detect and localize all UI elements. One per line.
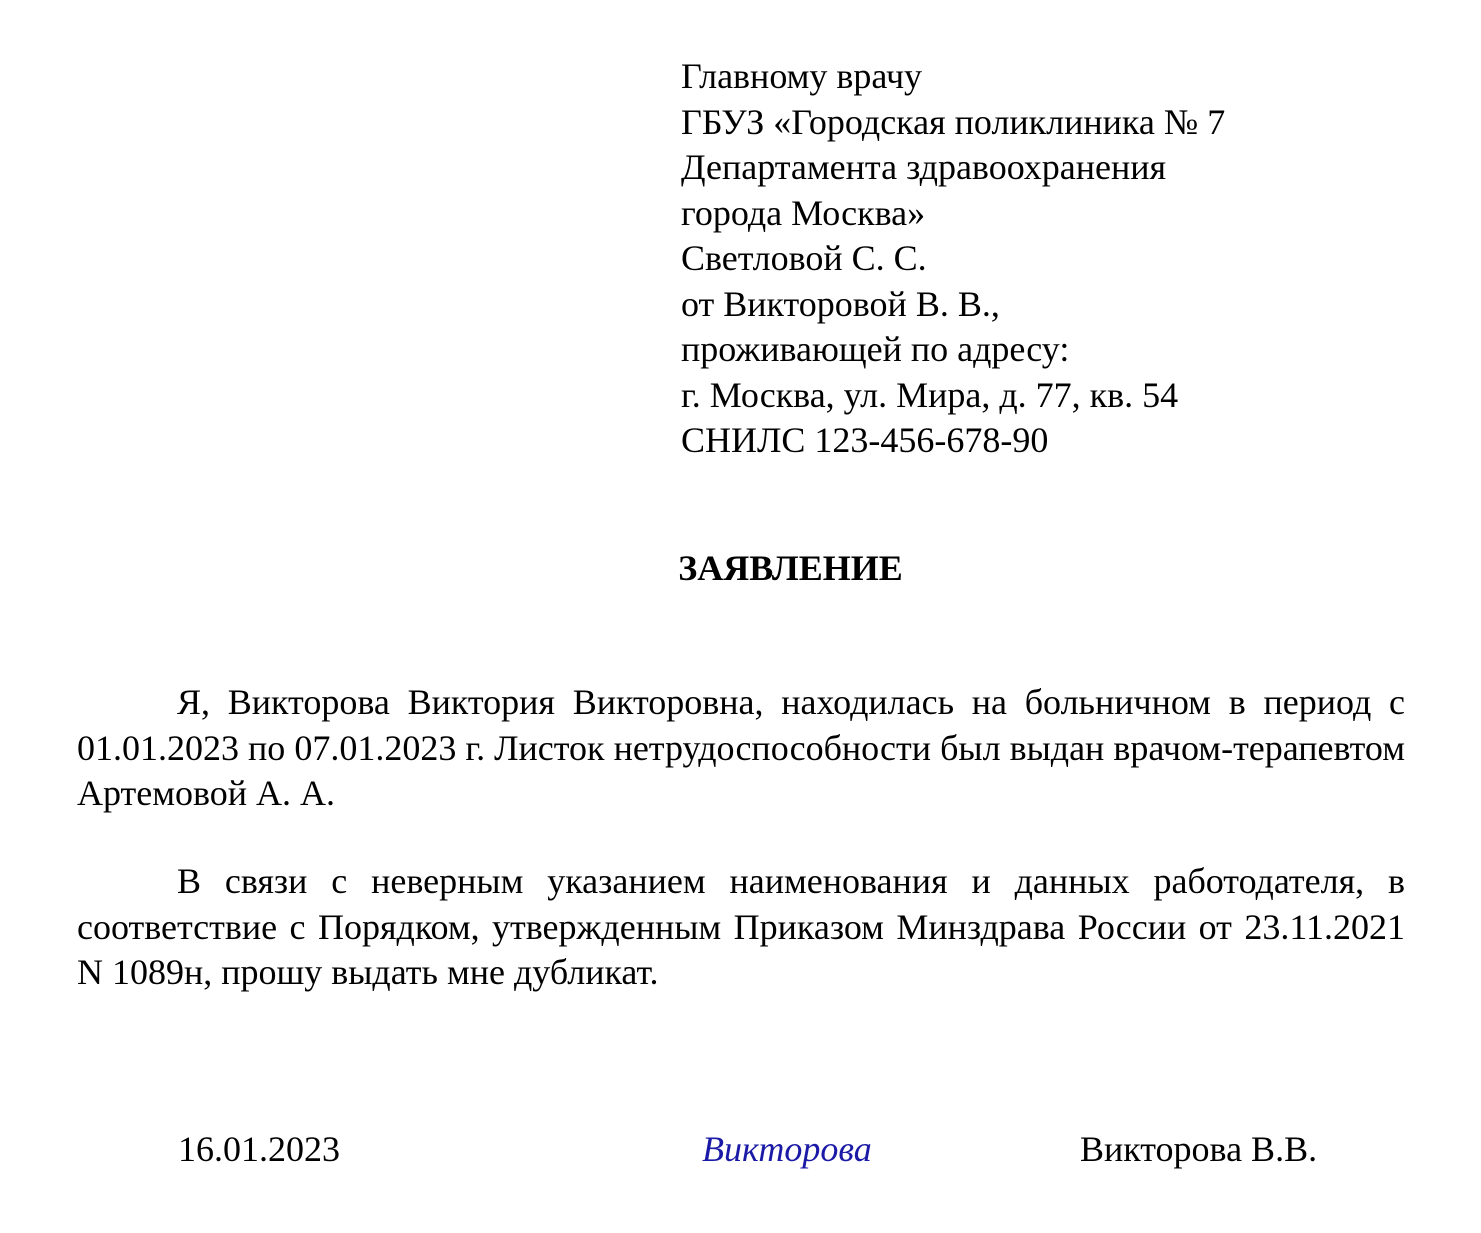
- addressee-line: Департамента здравоохранения: [681, 147, 1167, 187]
- addressee-line: от Викторовой В. В.,: [681, 283, 1000, 324]
- body-paragraph-request: В связи с неверным указанием наименования и данных работодателя, в соответствие с Порядком, утвержденным Приказом Минздрава России от 23.11.2021 N 1089н, прошу выдать мне дубликат.: [77, 861, 1405, 992]
- addressee-line: ГБУЗ «Городская поликлиника № 7: [681, 101, 1226, 142]
- addressee-line: проживающей по адресу:: [681, 329, 1070, 369]
- signer-name: Викторова В.В.: [1080, 1129, 1318, 1169]
- addressee-line: СНИЛС 123-456-678-90: [681, 420, 1049, 460]
- addressee-block: [681, 54, 1225, 464]
- signature-date: 16.01.2023: [178, 1129, 340, 1169]
- document-title: ЗАЯВЛЕНИЕ: [678, 548, 903, 588]
- addressee-line: города Москва»: [681, 192, 926, 233]
- addressee-line: Светловой С. С.: [681, 238, 927, 278]
- handwritten-signature: Викторова: [702, 1129, 872, 1169]
- addressee-line: г. Москва, ул. Мира, д. 77, кв. 54: [681, 374, 1179, 415]
- body-paragraph-sick-leave: Я, Викторова Виктория Викторовна, находилась на больничном в период с 01.01.2023 по 07.01.2023 г. Листок нетрудоспособности был выдан врачом-терапевтом Артемовой А. А.: [77, 682, 1405, 813]
- addressee-line: Главному врачу: [681, 56, 923, 96]
